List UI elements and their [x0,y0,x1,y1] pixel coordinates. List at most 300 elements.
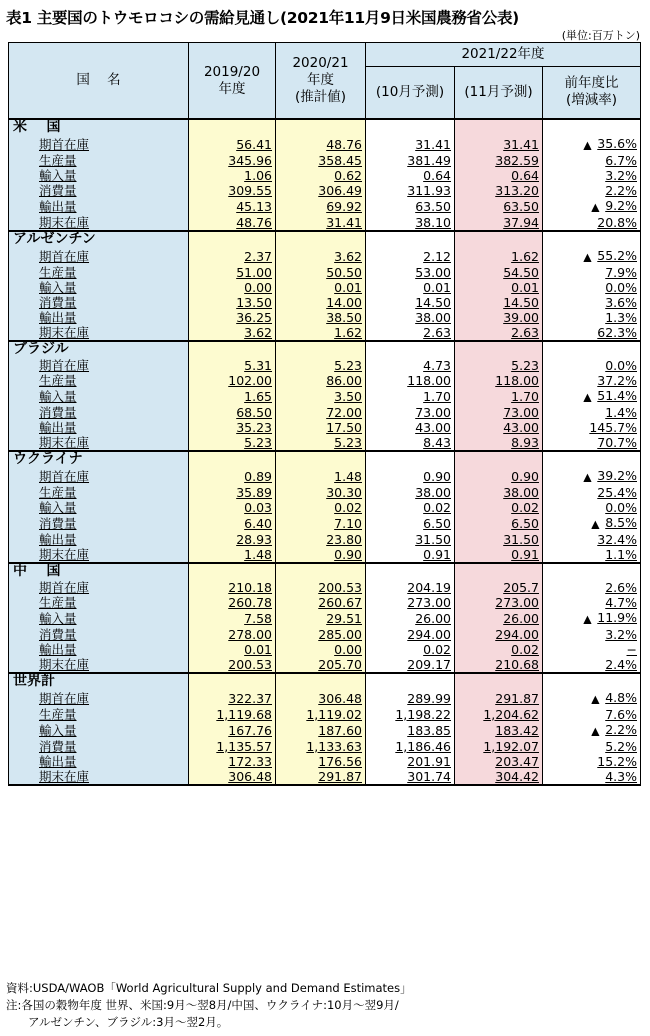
empty-cell [189,673,276,690]
table-row [9,547,641,563]
yoy-cell: 32.4% [543,532,641,547]
value-cell: 273.00 [455,595,543,610]
value-cell: 50.50 [276,265,366,280]
value-cell: 31.41 [366,136,455,153]
empty-cell [276,119,366,136]
yoy-cell: ▲ 55.2% [543,248,641,265]
table-row [9,136,641,153]
row-label: 生産量 [9,153,189,168]
value-cell: 306.48 [189,769,276,785]
supply-demand-table [8,42,641,786]
value-cell: 0.64 [455,168,543,183]
row-label: 期末在庫 [9,769,189,785]
empty-cell [189,119,276,136]
value-cell: 6.50 [455,515,543,532]
value-cell: 304.42 [455,769,543,785]
value-cell: 43.00 [455,420,543,435]
value-cell: 381.49 [366,153,455,168]
value-cell: 200.53 [189,657,276,673]
row-label: 輸入量 [9,722,189,739]
empty-cell [543,341,641,358]
value-cell: 13.50 [189,295,276,310]
value-cell: 31.41 [455,136,543,153]
value-cell: 73.00 [455,405,543,420]
row-label: 輸出量 [9,420,189,435]
value-cell: 2.63 [455,325,543,341]
row-label: 期末在庫 [9,325,189,341]
empty-cell [189,341,276,358]
table-row [9,707,641,722]
unit-label: (単位:百万トン) [561,29,640,42]
yoy-cell: 145.7% [543,420,641,435]
value-cell: 86.00 [276,373,366,388]
table-row [9,435,641,451]
decrease-triangle-icon: ▲ [583,613,592,625]
note-source: 資料:USDA/WAOB「World Agricultural Supply and Demand Estimates」 [6,981,412,995]
decrease-triangle-icon: ▲ [591,518,600,530]
value-cell: 3.50 [276,388,366,405]
row-label: 期首在庫 [9,690,189,707]
value-cell: 306.49 [276,183,366,198]
empty-cell [276,341,366,358]
yoy-cell: 2.6% [543,580,641,595]
country-name: 世界計 [9,673,189,690]
yoy-cell: 62.3% [543,325,641,341]
header-country: 国 名 [9,43,189,119]
value-cell: 5.23 [276,358,366,373]
empty-cell [455,451,543,468]
table-row [9,265,641,280]
yoy-cell: 7.9% [543,265,641,280]
header-2019-20: 2019/20 年度 [189,43,276,119]
empty-cell [455,231,543,248]
value-cell: 2.12 [366,248,455,265]
country-name: ブラジル [9,341,189,358]
yoy-cell: ▲ 2.2% [543,722,641,739]
yoy-cell: 2.2% [543,183,641,198]
value-cell: 31.50 [366,532,455,547]
value-cell: 1.48 [189,547,276,563]
row-label: 生産量 [9,595,189,610]
value-cell: 260.67 [276,595,366,610]
value-cell: 0.02 [366,642,455,657]
row-label: 期末在庫 [9,215,189,231]
value-cell: 3.62 [276,248,366,265]
table-row [9,310,641,325]
value-cell: 38.00 [455,485,543,500]
value-cell: 1.48 [276,468,366,485]
row-label: 期末在庫 [9,435,189,451]
value-cell: 73.00 [366,405,455,420]
yoy-cell: 2.4% [543,657,641,673]
empty-cell [189,231,276,248]
value-cell: 278.00 [189,627,276,642]
value-cell: 8.93 [455,435,543,451]
country-name: 米 国 [9,119,189,136]
value-cell: 0.01 [366,280,455,295]
value-cell: 1,186.46 [366,739,455,754]
row-label: 消費量 [9,515,189,532]
value-cell: 0.02 [455,500,543,515]
value-cell: 5.23 [455,358,543,373]
header-2020-21: 2020/21 年度 (推計値) [276,43,366,119]
value-cell: 69.92 [276,198,366,215]
empty-cell [366,451,455,468]
table-row [9,183,641,198]
country-name: 中 国 [9,563,189,580]
notes [6,980,412,1031]
table-row [9,515,641,532]
yoy-cell: 5.2% [543,739,641,754]
value-cell: 45.13 [189,198,276,215]
value-cell: 289.99 [366,690,455,707]
table-row [9,405,641,420]
row-label: 生産量 [9,265,189,280]
value-cell: 309.55 [189,183,276,198]
decrease-triangle-icon: ▲ [583,391,592,403]
value-cell: 285.00 [276,627,366,642]
value-cell: 1.70 [455,388,543,405]
value-cell: 306.48 [276,690,366,707]
value-cell: 3.62 [189,325,276,341]
value-cell: 291.87 [276,769,366,785]
country-name: ウクライナ [9,451,189,468]
table-row [9,420,641,435]
value-cell: 63.50 [366,198,455,215]
empty-cell [366,563,455,580]
note-crop-year-cont: アルゼンチン、ブラジル:3月〜翌2月。 [28,1015,229,1029]
value-cell: 51.00 [189,265,276,280]
value-cell: 176.56 [276,754,366,769]
value-cell: 0.62 [276,168,366,183]
table-row [9,722,641,739]
table-row [9,373,641,388]
value-cell: 0.02 [455,642,543,657]
header-nov-forecast: (11月予測) [455,67,543,119]
value-cell: 7.10 [276,515,366,532]
table-row [9,198,641,215]
row-label: 輸入量 [9,280,189,295]
row-label: 輸入量 [9,500,189,515]
table-row [9,468,641,485]
country-group-row [9,231,641,248]
value-cell: 26.00 [366,610,455,627]
value-cell: 1.62 [455,248,543,265]
empty-cell [543,119,641,136]
row-label: 期首在庫 [9,358,189,373]
empty-cell [366,231,455,248]
empty-cell [543,231,641,248]
table-row [9,580,641,595]
value-cell: 0.00 [189,280,276,295]
value-cell: 5.23 [189,435,276,451]
value-cell: 0.64 [366,168,455,183]
row-label: 輸入量 [9,168,189,183]
value-cell: 56.41 [189,136,276,153]
table-row [9,500,641,515]
value-cell: 183.42 [455,722,543,739]
value-cell: 4.73 [366,358,455,373]
yoy-cell: 7.6% [543,707,641,722]
value-cell: 0.00 [276,642,366,657]
value-cell: 6.50 [366,515,455,532]
row-label: 期首在庫 [9,468,189,485]
value-cell: 1.65 [189,388,276,405]
value-cell: 39.00 [455,310,543,325]
table-row [9,754,641,769]
value-cell: 43.00 [366,420,455,435]
yoy-cell: 3.2% [543,627,641,642]
table-title: 表1 主要国のトウモロコシの需給見通し(2021年11月9日米国農務省公表) [6,9,519,27]
value-cell: 17.50 [276,420,366,435]
value-cell: 0.02 [276,500,366,515]
yoy-cell: ▲ 51.4% [543,388,641,405]
value-cell: 31.41 [276,215,366,231]
value-cell: 0.90 [276,547,366,563]
country-group-row [9,451,641,468]
row-label: 輸出量 [9,532,189,547]
row-label: 期首在庫 [9,248,189,265]
row-label: 輸出量 [9,310,189,325]
country-name: アルゼンチン [9,231,189,248]
value-cell: 5.31 [189,358,276,373]
table-row [9,595,641,610]
value-cell: 35.23 [189,420,276,435]
empty-cell [366,673,455,690]
value-cell: 313.20 [455,183,543,198]
value-cell: 102.00 [189,373,276,388]
value-cell: 358.45 [276,153,366,168]
value-cell: 23.80 [276,532,366,547]
yoy-cell: ▲ 39.2% [543,468,641,485]
value-cell: 0.91 [366,547,455,563]
value-cell: 0.02 [366,500,455,515]
empty-cell [543,673,641,690]
yoy-cell: − [543,642,641,657]
table-row [9,280,641,295]
value-cell: 203.47 [455,754,543,769]
empty-cell [276,451,366,468]
value-cell: 26.00 [455,610,543,627]
row-label: 生産量 [9,373,189,388]
value-cell: 1,204.62 [455,707,543,722]
value-cell: 54.50 [455,265,543,280]
empty-cell [276,563,366,580]
value-cell: 30.30 [276,485,366,500]
value-cell: 14.00 [276,295,366,310]
row-label: 消費量 [9,183,189,198]
value-cell: 183.85 [366,722,455,739]
row-label: 期末在庫 [9,547,189,563]
row-label: 輸出量 [9,754,189,769]
value-cell: 63.50 [455,198,543,215]
country-group-row [9,341,641,358]
value-cell: 37.94 [455,215,543,231]
table-row [9,610,641,627]
table-row [9,388,641,405]
decrease-triangle-icon: ▲ [591,725,600,737]
value-cell: 14.50 [366,295,455,310]
row-label: 生産量 [9,707,189,722]
row-label: 期首在庫 [9,580,189,595]
value-cell: 38.50 [276,310,366,325]
yoy-cell: ▲ 4.8% [543,690,641,707]
yoy-cell: 4.7% [543,595,641,610]
yoy-cell: 20.8% [543,215,641,231]
empty-cell [455,563,543,580]
table-row [9,657,641,673]
value-cell: 1,119.02 [276,707,366,722]
value-cell: 38.00 [366,485,455,500]
value-cell: 311.93 [366,183,455,198]
table-row [9,325,641,341]
value-cell: 1.06 [189,168,276,183]
value-cell: 0.90 [366,468,455,485]
country-group-row [9,563,641,580]
value-cell: 2.37 [189,248,276,265]
value-cell: 0.03 [189,500,276,515]
yoy-cell: 3.6% [543,295,641,310]
note-crop-year: 注:各国の穀物年度 世界、米国:9月〜翌8月/中国、ウクライナ:10月〜翌9月/ [6,998,399,1012]
yoy-cell: 37.2% [543,373,641,388]
table-row [9,690,641,707]
value-cell: 48.76 [276,136,366,153]
empty-cell [455,119,543,136]
empty-cell [366,341,455,358]
value-cell: 200.53 [276,580,366,595]
empty-cell [189,451,276,468]
value-cell: 0.90 [455,468,543,485]
value-cell: 72.00 [276,405,366,420]
value-cell: 118.00 [366,373,455,388]
value-cell: 273.00 [366,595,455,610]
table-row [9,739,641,754]
value-cell: 291.87 [455,690,543,707]
value-cell: 118.00 [455,373,543,388]
empty-cell [189,563,276,580]
table-row [9,168,641,183]
yoy-cell: 70.7% [543,435,641,451]
yoy-cell: 0.0% [543,280,641,295]
decrease-triangle-icon: ▲ [583,251,592,263]
table-row [9,485,641,500]
empty-cell [276,231,366,248]
table-row [9,642,641,657]
empty-cell [543,563,641,580]
decrease-triangle-icon: ▲ [583,139,592,151]
value-cell: 322.37 [189,690,276,707]
value-cell: 38.10 [366,215,455,231]
yoy-cell: 1.4% [543,405,641,420]
yoy-cell: ▲ 9.2% [543,198,641,215]
row-label: 輸入量 [9,610,189,627]
country-group-row [9,119,641,136]
value-cell: 260.78 [189,595,276,610]
value-cell: 31.50 [455,532,543,547]
yoy-cell: 15.2% [543,754,641,769]
row-label: 輸出量 [9,642,189,657]
table-row [9,215,641,231]
value-cell: 29.51 [276,610,366,627]
value-cell: 28.93 [189,532,276,547]
value-cell: 382.59 [455,153,543,168]
value-cell: 294.00 [455,627,543,642]
value-cell: 35.89 [189,485,276,500]
yoy-cell: ▲ 11.9% [543,610,641,627]
table-row [9,769,641,785]
row-label: 消費量 [9,295,189,310]
value-cell: 7.58 [189,610,276,627]
value-cell: 0.01 [455,280,543,295]
value-cell: 0.01 [189,642,276,657]
row-label: 輸出量 [9,198,189,215]
value-cell: 209.17 [366,657,455,673]
decrease-triangle-icon: ▲ [583,471,592,483]
value-cell: 1,192.07 [455,739,543,754]
table-row [9,295,641,310]
value-cell: 48.76 [189,215,276,231]
value-cell: 1.70 [366,388,455,405]
yoy-cell: ▲ 35.6% [543,136,641,153]
value-cell: 14.50 [455,295,543,310]
value-cell: 6.40 [189,515,276,532]
table-row [9,627,641,642]
header-yoy: 前年度比 (増減率) [543,67,641,119]
value-cell: 2.63 [366,325,455,341]
yoy-cell: 4.3% [543,769,641,785]
country-group-row [9,673,641,690]
yoy-cell: 6.7% [543,153,641,168]
header-oct-forecast: (10月予測) [366,67,455,119]
yoy-cell: ▲ 8.5% [543,515,641,532]
empty-cell [455,673,543,690]
value-cell: 1,119.68 [189,707,276,722]
table-row [9,532,641,547]
yoy-cell: 1.3% [543,310,641,325]
value-cell: 204.19 [366,580,455,595]
empty-cell [276,673,366,690]
yoy-cell: 25.4% [543,485,641,500]
yoy-cell: 3.2% [543,168,641,183]
value-cell: 1,198.22 [366,707,455,722]
value-cell: 301.74 [366,769,455,785]
row-label: 生産量 [9,485,189,500]
value-cell: 5.23 [276,435,366,451]
value-cell: 201.91 [366,754,455,769]
value-cell: 1,135.57 [189,739,276,754]
yoy-cell: 0.0% [543,500,641,515]
value-cell: 172.33 [189,754,276,769]
empty-cell [455,341,543,358]
row-label: 期首在庫 [9,136,189,153]
value-cell: 36.25 [189,310,276,325]
table-row [9,358,641,373]
value-cell: 210.18 [189,580,276,595]
yoy-cell: 0.0% [543,358,641,373]
value-cell: 0.91 [455,547,543,563]
value-cell: 210.68 [455,657,543,673]
value-cell: 8.43 [366,435,455,451]
decrease-triangle-icon: ▲ [591,201,600,213]
table-row [9,248,641,265]
value-cell: 0.01 [276,280,366,295]
empty-cell [366,119,455,136]
value-cell: 1,133.63 [276,739,366,754]
value-cell: 167.76 [189,722,276,739]
row-label: 輸入量 [9,388,189,405]
table-row [9,153,641,168]
empty-cell [543,451,641,468]
